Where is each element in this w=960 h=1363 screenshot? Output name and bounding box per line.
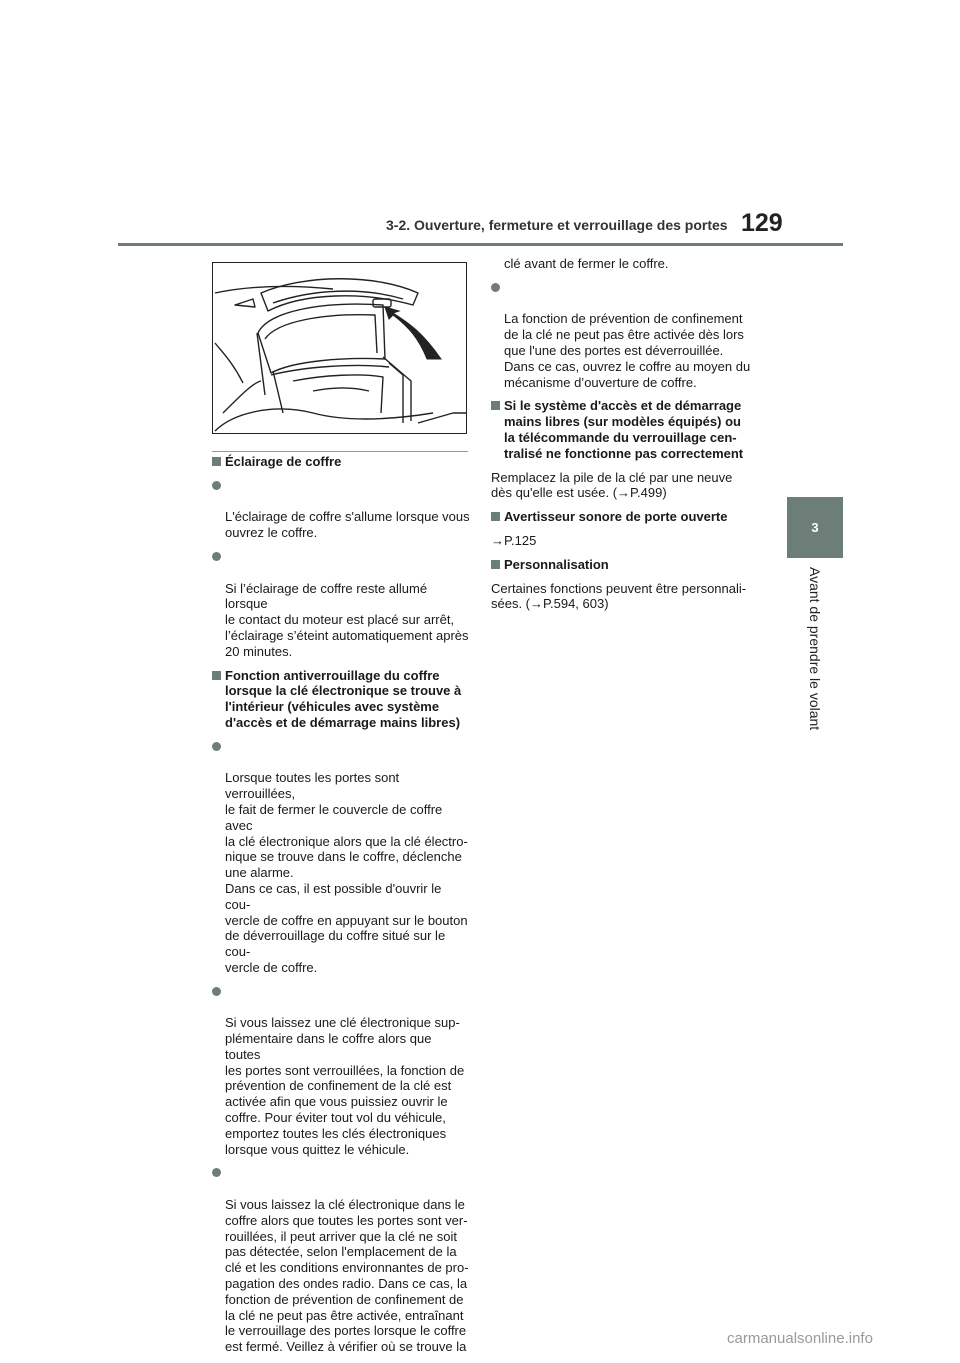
figure-divider xyxy=(212,451,468,452)
bullet-text: Si vous laissez une clé électronique sup- plémentaire dans le coffre alors que toutes les portes sont verrouillées, la fonction de prévention de confinement de la clé est activée afin que vous puissiez ouvrir le coffre. Pour éviter tout vol du véhicule, emportez toutes les clés électroniques lorsque vous quittez le véhicule. xyxy=(225,1015,465,1157)
bullet-icon xyxy=(212,987,221,996)
paragraph: Certaines fonctions peuvent être personnali- sées. (→P.594, 603) xyxy=(491,580,747,612)
continuation-text: clé avant de fermer le coffre. xyxy=(504,256,669,271)
bullet-text: La fonction de prévention de confinement de la clé ne peut pas être activée dès lors que l'une des portes est déverrouillée. Dans ce cas, ouvrez le coffre au moyen du mécanisme d’ouverture de coffre. xyxy=(504,311,751,390)
chapter-side-label xyxy=(787,563,843,743)
page-reference: →P.125 xyxy=(491,532,537,548)
bullet-item xyxy=(212,478,470,541)
bullet-text: Lorsque toutes les portes sont verrouillées, le fait de fermer le couvercle de coffre avec la clé électronique alors que la clé électro- nique se trouve dans le coffre, déclenche une alarme. Dans ce cas, il est possible d'ouvrir le cou- vercle de coffre en appuyant sur le bouton de déverrouillage du coffre situé sur le cou- vercle de coffre. xyxy=(225,770,468,975)
bullet-item xyxy=(212,549,470,660)
paragraph: Remplacez la pile de la clé par une neuve dès qu'elle est usée. (→P.499) xyxy=(491,469,733,501)
bullet-item xyxy=(212,1165,470,1355)
bullet-item xyxy=(212,739,470,976)
chapter-tab: 3 xyxy=(787,497,843,558)
right-column xyxy=(491,256,753,620)
heading-trunk-light: Éclairage de coffre xyxy=(212,454,470,470)
bullet-item xyxy=(491,280,753,391)
heading-smart-key-malfunction: Si le système d'accès et de démarrage mains libres (sur modèles équipés) ou la télécommande du verrouillage cen-tralisé ne fonctionne pas correctement xyxy=(491,398,753,461)
bullet-text: Si vous laissez la clé électronique dans le coffre alors que toutes les portes sont ver- rouillées, il peut arriver que la clé ne soit pas détectée, selon l'emplacement de la clé et les conditions environnantes de pro- pagation des ondes radio. Dans ce cas, la fonction de prévention de confinement de la clé ne peut pas être activée, entraînant le verrouillage des portes lorsque le coffre est fermé. Veillez à vérifier où se trouve la xyxy=(225,1197,469,1355)
bullet-icon xyxy=(491,283,500,292)
left-column xyxy=(212,454,470,1363)
trunk-light-icon xyxy=(213,263,467,434)
bullet-icon xyxy=(212,1168,221,1177)
heading-anti-lock: Fonction antiverrouillage du coffre lorsque la clé électronique se trouve à l'intérieur (véhicules avec système d'accès et de démarrage mains libres) xyxy=(212,668,470,731)
header-divider xyxy=(118,243,843,246)
bullet-item xyxy=(212,984,470,1158)
heading-door-open-buzzer: Avertisseur sonore de porte ouverte xyxy=(491,509,753,525)
page-number: 129 xyxy=(741,209,783,237)
bullet-icon xyxy=(212,742,221,751)
heading-customization: Personnalisation xyxy=(491,557,753,573)
trunk-illustration xyxy=(212,262,467,434)
footer-watermark: carmanualsonline.info xyxy=(727,1330,873,1347)
bullet-icon xyxy=(212,481,221,490)
section-header-title: 3-2. Ouverture, fermeture et verrouillage des portes xyxy=(386,217,728,233)
chapter-title: Avant de prendre le volant xyxy=(807,567,823,731)
bullet-text: L'éclairage de coffre s'allume lorsque vous ouvrez le coffre. xyxy=(225,509,470,541)
bullet-text: Si l’éclairage de coffre reste allumé lorsque le contact du moteur est placé sur arrêt, l’éclairage s’éteint automatiquement après 20 minutes. xyxy=(225,580,469,659)
bullet-icon xyxy=(212,552,221,561)
